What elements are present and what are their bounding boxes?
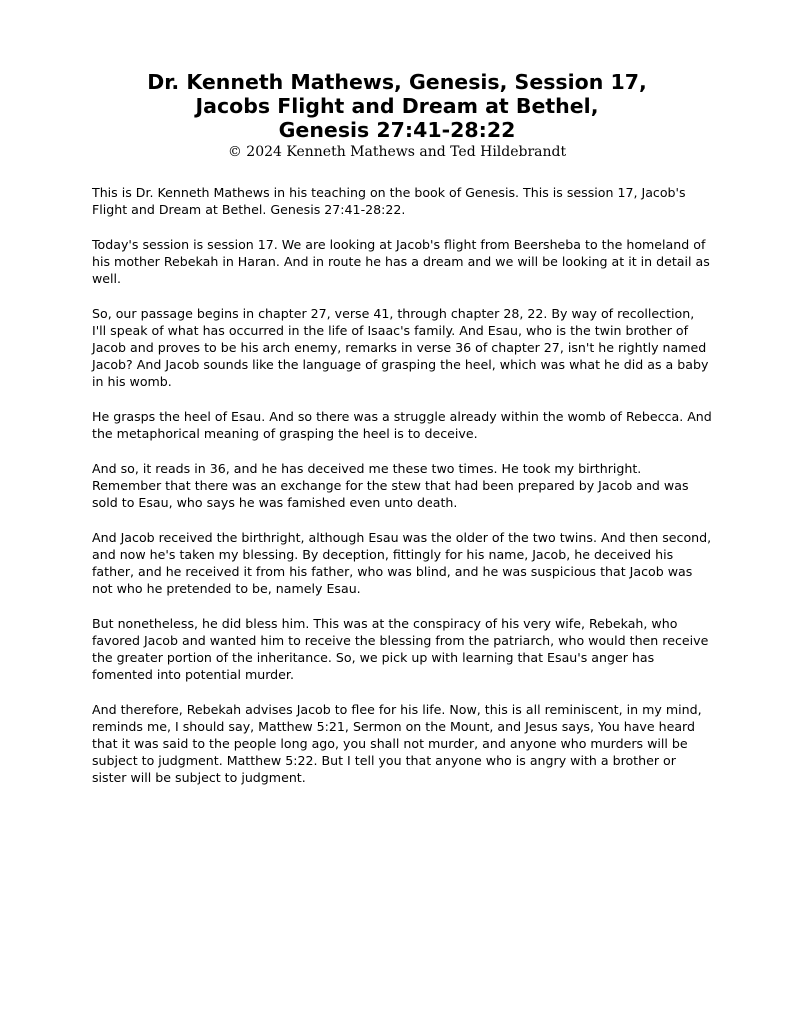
body-text	[92, 184, 712, 804]
title-line-1: Dr. Kenneth Mathews, Genesis, Session 17,	[147, 70, 647, 94]
paragraph-6: And Jacob received the birthright, although Esau was the older of the two twins. And then second, and now he's taken my blessing. By deception, fittingly for his name, Jacob, he deceived his father, and he received it from his father, who was blind, and he was suspicious that Jacob was not who he pretended to be, namely Esau.	[92, 530, 712, 596]
paragraph-1: This is Dr. Kenneth Mathews in his teaching on the book of Genesis. This is session 17, Jacob's Flight and Dream at Bethel. Genesis 27:41-28:22.	[92, 185, 686, 217]
paragraph-3: So, our passage begins in chapter 27, verse 41, through chapter 28, 22. By way of recollection, I'll speak of what has occurred in the life of Isaac's family. And Esau, who is the twin brother of Jacob and proves to be his arch enemy, remarks in verse 36 of chapter 27, isn't he rightly named Jacob? And Jacob sounds like the language of grasping the heel, which was what he did as a baby in his womb.	[92, 306, 709, 389]
paragraph-5: And so, it reads in 36, and he has deceived me these two times. He took my birthright. Remember that there was an exchange for the stew that had been prepared by Jacob and was sold to Esau, who says he was famished even unto death.	[92, 461, 689, 510]
paragraph-2: Today's session is session 17. We are looking at Jacob's flight from Beersheba to the homeland of his mother Rebekah in Haran. And in route he has a dream and we will be looking at it in detail as well.	[92, 237, 710, 286]
title-line-2: Jacobs Flight and Dream at Bethel,	[195, 94, 599, 118]
title-line-3: Genesis 27:41-28:22	[278, 118, 516, 142]
paragraph-7: But nonetheless, he did bless him. This was at the conspiracy of his very wife, Rebekah, who favored Jacob and wanted him to receive the blessing from the patriarch, who would then receive the greater portion of the inheritance. So, we pick up with learning that Esau's anger has fomented into potential murder.	[92, 616, 709, 682]
paragraph-4: He grasps the heel of Esau. And so there was a struggle already within the womb of Rebecca. And the metaphorical meaning of grasping the heel is to deceive.	[92, 409, 712, 441]
title-block	[90, 70, 704, 160]
paragraph-8: And therefore, Rebekah advises Jacob to flee for his life. Now, this is all reminiscent, in my mind, reminds me, I should say, Matthew 5:21, Sermon on the Mount, and Jesus says, You have heard that it was said to the people long ago, you shall not murder, and anyone who murders will be subject to judgment. Matthew 5:22. But I tell you that anyone who is angry with a brother or sister will be subject to judgment.	[92, 702, 702, 785]
copyright-notice: © 2024 Kenneth Mathews and Ted Hildebrandt	[227, 144, 567, 160]
